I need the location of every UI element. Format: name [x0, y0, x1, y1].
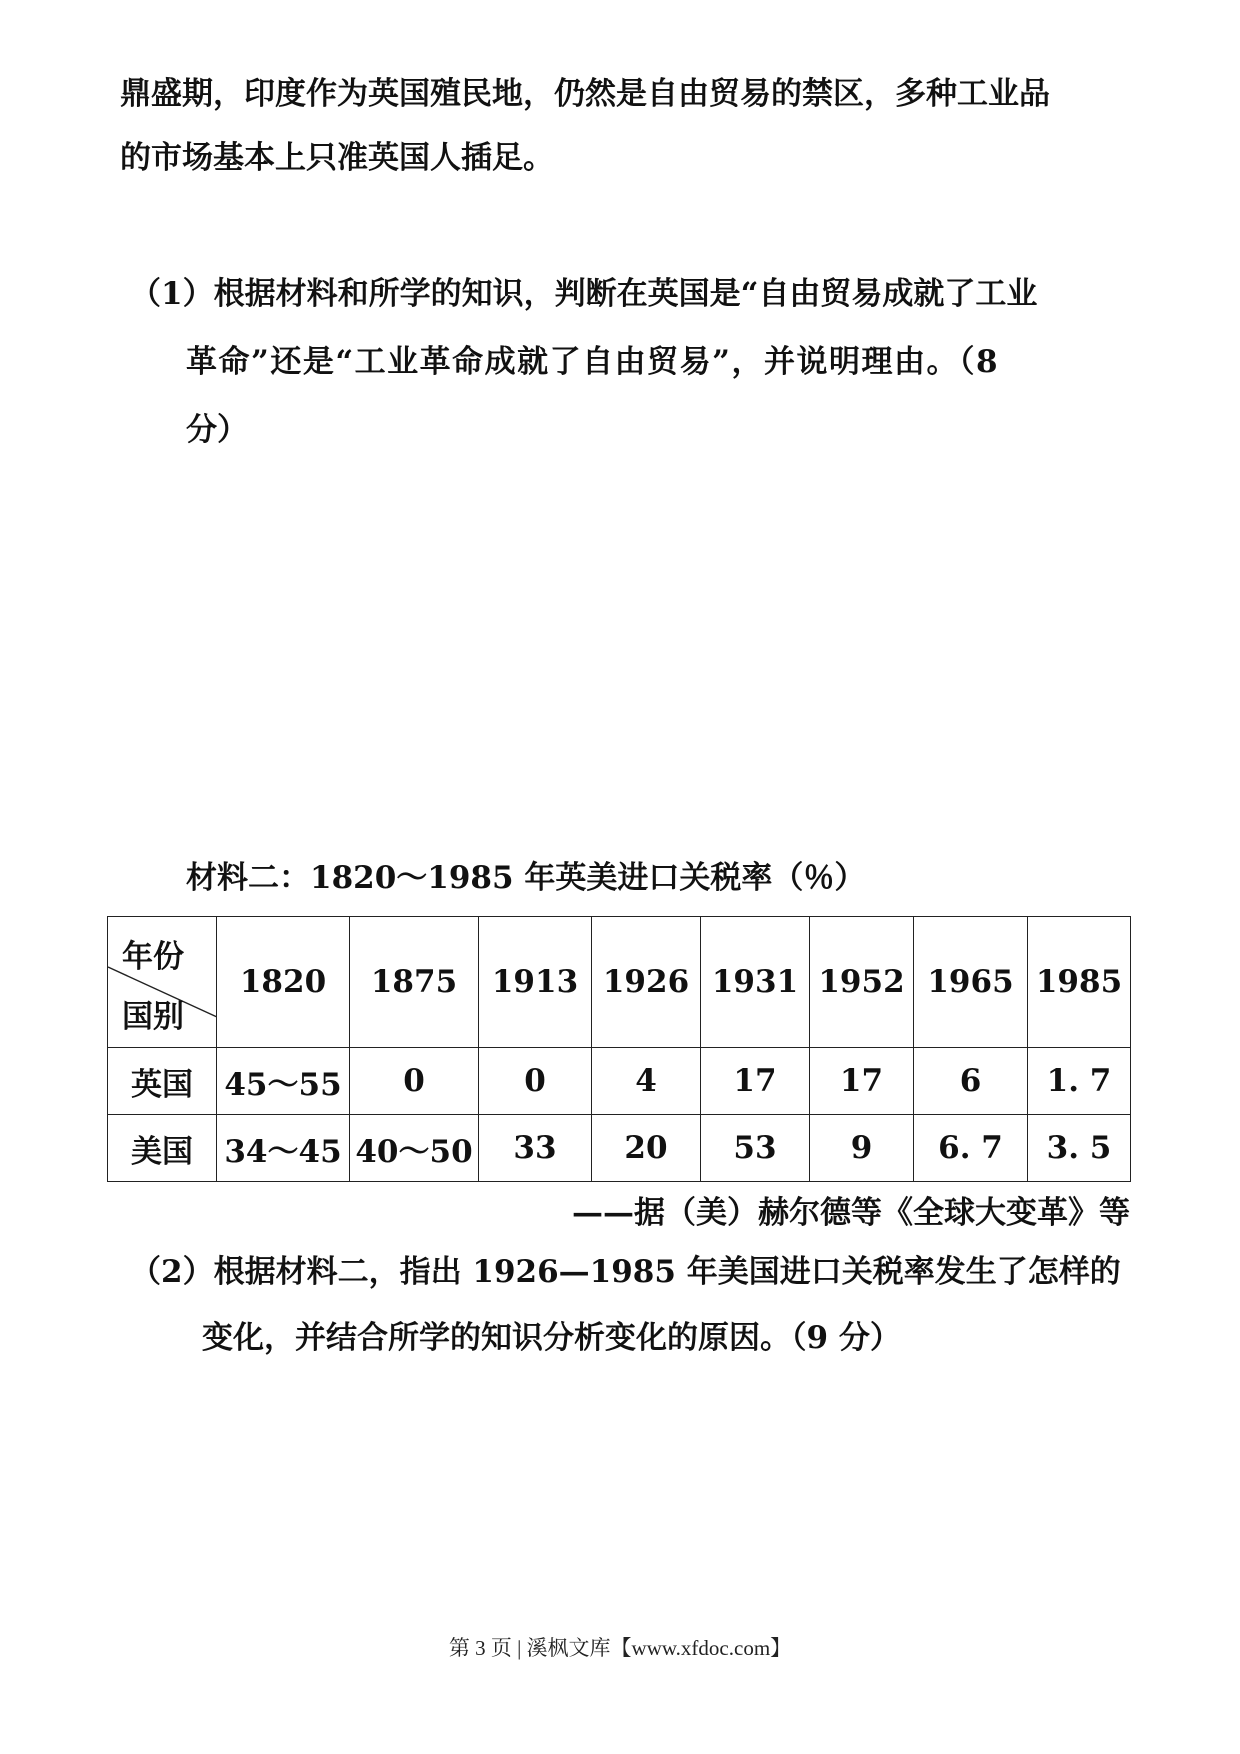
tariff-cell: 6. 7 — [914, 1115, 1028, 1182]
page-footer: 第 3 页 | 溪枫文库【www.xfdoc.com】 — [448, 1636, 792, 1660]
question-2-line-2: 变化，并结合所学的知识分析变化的原因。（9 分） — [202, 1320, 901, 1356]
intro-line-2: 的市场基本上只准英国人插足。 — [120, 140, 554, 176]
table-row-usa — [108, 1115, 1131, 1182]
table-source-citation: ——据（美）赫尔德等《全球大变革》等 — [572, 1195, 1130, 1231]
material-2-caption: 材料二：1820～1985 年英美进口关税率（％） — [186, 860, 866, 896]
tariff-cell: 0 — [479, 1048, 592, 1115]
tariff-cell: 4 — [592, 1048, 701, 1115]
year-header: 1985 — [1028, 917, 1131, 1048]
tariff-cell: 9 — [810, 1115, 914, 1182]
tariff-cell: 3. 5 — [1028, 1115, 1131, 1182]
tariff-cell: 1. 7 — [1028, 1048, 1131, 1115]
country-cell: 美国 — [108, 1115, 217, 1182]
tariff-cell: 6 — [914, 1048, 1028, 1115]
tariff-cell: 20 — [592, 1115, 701, 1182]
tariff-cell: 40～50 — [350, 1115, 479, 1182]
corner-label-country: 国别 — [122, 999, 184, 1035]
question-2-number: （2） — [130, 1254, 214, 1290]
tariff-cell: 34～45 — [217, 1115, 350, 1182]
question-2-line-1: 根据材料二，指出 1926—1985 年美国进口关税率发生了怎样的 — [213, 1254, 1121, 1290]
tariff-cell: 33 — [479, 1115, 592, 1182]
tariff-cell: 17 — [810, 1048, 914, 1115]
year-header: 1965 — [914, 917, 1028, 1048]
table-row-britain — [108, 1048, 1131, 1115]
tariff-cell: 0 — [350, 1048, 479, 1115]
tariff-cell: 45～55 — [217, 1048, 350, 1115]
question-1-number: （1） — [130, 276, 214, 312]
question-1-line-3: 分） — [186, 412, 248, 448]
intro-line-1: 鼎盛期，印度作为英国殖民地，仍然是自由贸易的禁区，多种工业品 — [120, 76, 1050, 112]
table-header-row — [108, 917, 1131, 1048]
tariff-cell: 53 — [701, 1115, 810, 1182]
year-header: 1913 — [479, 917, 592, 1048]
year-header: 1820 — [217, 917, 350, 1048]
year-header: 1875 — [350, 917, 479, 1048]
question-1-line-2: 革命”还是“工业革命成就了自由贸易”，并说明理由。（8 — [186, 344, 1000, 380]
corner-cell — [108, 917, 217, 1048]
tariff-table — [107, 916, 1131, 1182]
year-header: 1931 — [701, 917, 810, 1048]
country-cell: 英国 — [108, 1048, 217, 1115]
year-header: 1926 — [592, 917, 701, 1048]
year-header: 1952 — [810, 917, 914, 1048]
tariff-cell: 17 — [701, 1048, 810, 1115]
corner-label-year: 年份 — [122, 939, 184, 975]
question-1-line-1: 根据材料和所学的知识，判断在英国是“自由贸易成就了工业 — [213, 276, 1038, 312]
